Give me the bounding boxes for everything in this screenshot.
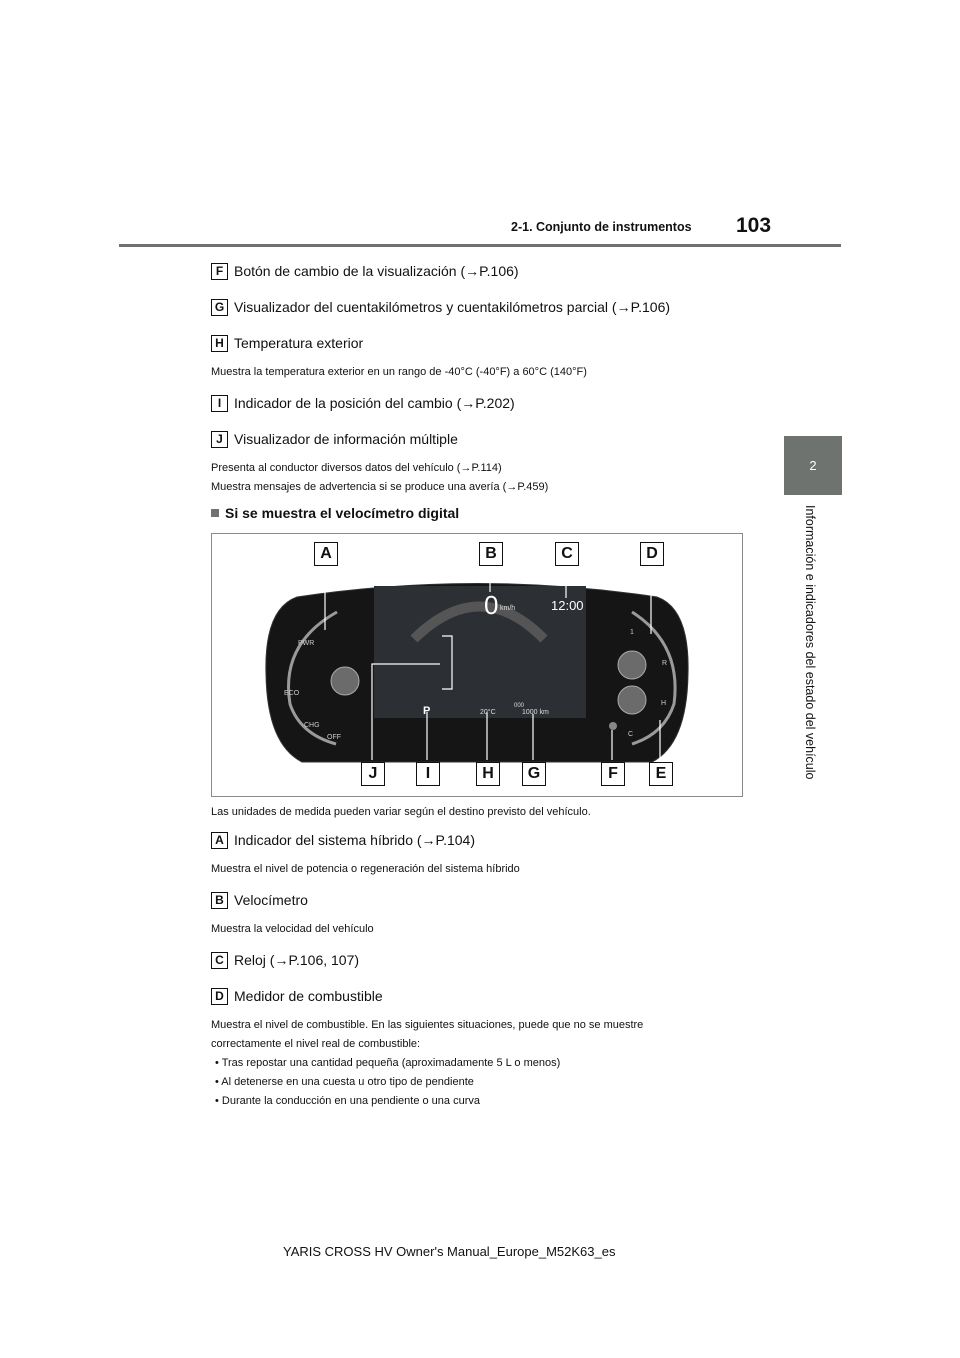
callout-e: E bbox=[649, 762, 673, 786]
warning-indicator bbox=[609, 722, 617, 730]
item-text: Indicador de la posición del cambio (→P.202) bbox=[234, 395, 515, 411]
callout-b: B bbox=[479, 542, 503, 566]
callout-i: I bbox=[416, 762, 440, 786]
item-h bbox=[211, 331, 751, 355]
section-title: 2-1. Conjunto de instrumentos bbox=[511, 220, 692, 234]
key-label: C bbox=[211, 952, 228, 969]
callout-g: G bbox=[522, 762, 546, 786]
hybrid-label-pwr: PWR bbox=[298, 640, 315, 647]
header-rule bbox=[119, 244, 841, 247]
square-bullet-icon bbox=[211, 509, 219, 517]
item-description: Muestra el nivel de combustible. En las siguientes situaciones, puede que no se muestre bbox=[211, 1019, 644, 1031]
item-description: Presenta al conductor diversos datos del vehículo (→P.114) bbox=[211, 462, 502, 474]
speed-value: 0 bbox=[484, 590, 499, 620]
item-text: Indicador del sistema híbrido (→P.104) bbox=[234, 832, 475, 848]
item-description: Muestra la velocidad del vehículo bbox=[211, 923, 374, 935]
key-label: F bbox=[211, 263, 228, 280]
item-c bbox=[211, 948, 751, 972]
item-text: Visualizador de información múltiple bbox=[234, 431, 458, 447]
key-label: B bbox=[211, 892, 228, 909]
instrument-cluster-figure bbox=[211, 533, 743, 797]
subheading-text: Si se muestra el velocímetro digital bbox=[225, 505, 460, 521]
hybrid-label-eco: ECO bbox=[284, 690, 300, 697]
chapter-tab[interactable]: 2 bbox=[784, 436, 842, 495]
item-text: Medidor de combustible bbox=[234, 988, 383, 1004]
fuel-knob-upper bbox=[618, 651, 646, 679]
callout-j: J bbox=[361, 762, 385, 786]
item-description: correctamente el nivel real de combustible: bbox=[211, 1038, 421, 1050]
item-g bbox=[211, 295, 751, 319]
callout-h: H bbox=[476, 762, 500, 786]
callout-c: C bbox=[555, 542, 579, 566]
callout-d: D bbox=[640, 542, 664, 566]
item-f bbox=[211, 259, 751, 283]
hybrid-label-chg: CHG bbox=[304, 722, 320, 729]
callout-a: A bbox=[314, 542, 338, 566]
trip-readout: 000 bbox=[514, 703, 525, 709]
key-label: G bbox=[211, 299, 228, 316]
page-number: 103 bbox=[736, 214, 772, 237]
key-label: J bbox=[211, 431, 228, 448]
figure-note: Las unidades de medida pueden variar según el destino previsto del vehículo. bbox=[211, 806, 591, 818]
hybrid-label-off: OFF bbox=[327, 734, 341, 741]
callout-f: F bbox=[601, 762, 625, 786]
item-text: Visualizador del cuentakilómetros y cuentakilómetros parcial (→P.106) bbox=[234, 299, 671, 315]
fuel-label-r: R bbox=[662, 660, 668, 667]
bullet-item: • Al detenerse en una cuesta u otro tipo de pendiente bbox=[215, 1076, 474, 1088]
bullet-item: • Tras repostar una cantidad pequeña (aproximadamente 5 L o menos) bbox=[215, 1057, 561, 1069]
fuel-label-c: C bbox=[628, 731, 634, 738]
outside-temperature: 20°C bbox=[480, 709, 496, 716]
item-b bbox=[211, 888, 751, 912]
item-j bbox=[211, 427, 751, 451]
item-a bbox=[211, 828, 751, 852]
bullet-item: • Durante la conducción en una pendiente o una curva bbox=[215, 1095, 480, 1107]
item-description: Muestra la temperatura exterior en un rango de -40°C (-40°F) a 60°C (140°F) bbox=[211, 366, 587, 378]
key-label: A bbox=[211, 832, 228, 849]
hybrid-knob bbox=[331, 667, 359, 695]
item-text: Botón de cambio de la visualización (→P.106) bbox=[234, 263, 519, 279]
item-description: Muestra mensajes de advertencia si se produce una avería (→P.459) bbox=[211, 481, 549, 493]
content bbox=[211, 259, 751, 1111]
gear-indicator: P bbox=[423, 705, 431, 717]
odometer-readout: 1000 km bbox=[522, 709, 549, 716]
item-text: Temperatura exterior bbox=[234, 335, 364, 351]
item-i bbox=[211, 391, 751, 415]
item-text: Velocímetro bbox=[234, 892, 308, 908]
key-label: D bbox=[211, 988, 228, 1005]
fuel-label-h: H bbox=[661, 700, 667, 707]
clock-readout: 12:00 bbox=[551, 598, 584, 613]
key-label: I bbox=[211, 395, 228, 412]
fuel-label-1: 1 bbox=[630, 629, 634, 636]
chapter-side-title: Información e indicadores del estado del vehículo bbox=[803, 505, 817, 780]
item-description: Muestra el nivel de potencia o regeneración del sistema híbrido bbox=[211, 863, 520, 875]
footer: YARIS CROSS HV Owner's Manual_Europe_M52K63_es bbox=[283, 1244, 616, 1259]
fuel-knob-lower bbox=[618, 686, 646, 714]
subheading bbox=[211, 501, 751, 525]
speed-unit: km/h bbox=[500, 605, 516, 612]
item-d bbox=[211, 984, 751, 1008]
cluster-illustration bbox=[212, 534, 742, 796]
item-text: Reloj (→P.106, 107) bbox=[234, 952, 360, 968]
key-label: H bbox=[211, 335, 228, 352]
